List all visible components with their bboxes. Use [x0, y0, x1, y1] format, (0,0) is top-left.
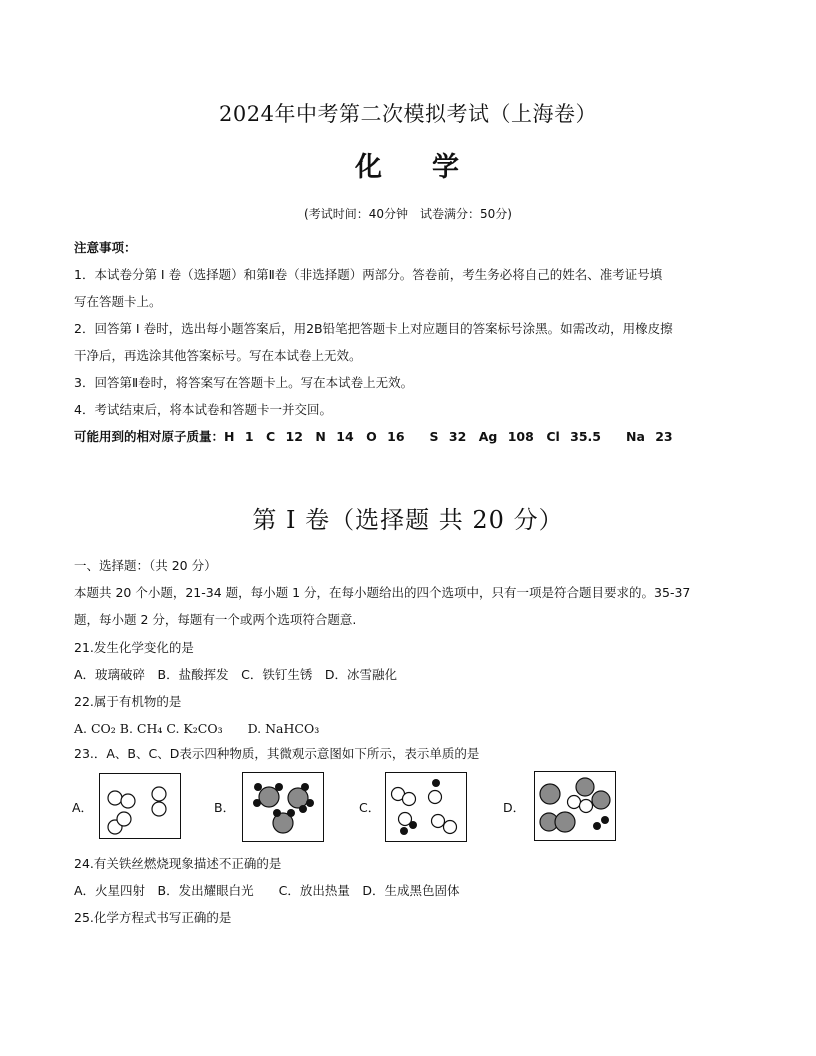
question-21-stem: 21.发生化学变化的是: [74, 640, 194, 655]
question-22-options: A. CO₂ B. CH₄ C. K₂CO₃ D. NaHCO₃: [74, 721, 320, 736]
q23-option-b-label: B．: [214, 800, 236, 815]
exam-title: 2024年中考第二次模拟考试（上海卷）: [219, 102, 597, 126]
notice-block: [74, 234, 750, 450]
question-25-stem: 25.化学方程式书写正确的是: [74, 910, 232, 925]
q23-d-molecules: [535, 772, 615, 840]
q23-option-c-label: C．: [359, 800, 381, 815]
q23-b-molecules: [243, 773, 323, 841]
notice-item-1-line-1: 1．本试卷分第 I 卷（选择题）和第Ⅱ卷（非选择题）两部分。答卷前，考生务必将自己的姓名、准考证号填: [74, 267, 663, 282]
subject-title: [0, 145, 816, 184]
notice-item-1-line-2: 写在答题卡上。: [74, 294, 162, 309]
atomic-masses: 可能用到的相对原子质量：H 1 C 12 N 14 O 16 S 32 Ag 108 Cl 35.5 Na 23: [74, 429, 673, 444]
part-heading: 一、选择题：（共 20 分）: [74, 558, 217, 573]
question-23-stem: 23.．A、B、C、D表示四种物质，其微观示意图如下所示，表示单质的是: [74, 746, 480, 761]
part-intro-line-2: 题，每小题 2 分，每题有一个或两个选项符合题意.: [74, 612, 357, 627]
subject-char-1: 化: [355, 152, 384, 183]
notice-item-3: 3．回答第Ⅱ卷时，将答案写在答题卡上。写在本试卷上无效。: [74, 375, 414, 390]
question-21-options: A．玻璃破碎 B．盐酸挥发 C．铁钉生锈 D．冰雪融化: [74, 667, 397, 682]
notice-heading: 注意事项：: [74, 240, 137, 255]
question-22-stem: 22.属于有机物的是: [74, 694, 182, 709]
q23-a-molecules: [100, 774, 180, 838]
q23-option-d-label: D．: [503, 800, 526, 815]
exam-info: (考试时间：40分钟 试卷满分：50分): [304, 207, 512, 221]
q23-option-d-diagram: [534, 771, 616, 841]
q23-option-c-diagram: [385, 772, 467, 842]
q23-option-a-diagram: [99, 773, 181, 839]
q23-option-b-diagram: [242, 772, 324, 842]
notice-item-2-line-2: 干净后，再选涂其他答案标号。写在本试卷上无效。: [74, 348, 362, 363]
q23-c-molecules: [386, 773, 466, 841]
q23-option-a-label: A．: [72, 800, 94, 815]
notice-item-4: 4．考试结束后，将本试卷和答题卡一并交回。: [74, 402, 332, 417]
section-title: 第 I 卷（选择题 共 20 分）: [252, 506, 564, 534]
question-24-stem: 24.有关铁丝燃烧现象描述不正确的是: [74, 856, 282, 871]
subject-char-2: 学: [432, 152, 461, 183]
question-24-options: A．火星四射 B．发出耀眼白光 C．放出热量 D．生成黑色固体: [74, 883, 460, 898]
part-intro-line-1: 本题共 20 个小题，21-34 题，每小题 1 分，在每小题给出的四个选项中，只有一项是符合题目要求的。35-37: [74, 585, 691, 600]
notice-item-2-line-1: 2．回答第 I 卷时，选出每小题答案后，用2B铅笔把答题卡上对应题目的答案标号涂黑。如需改动，用橡皮擦: [74, 321, 673, 336]
